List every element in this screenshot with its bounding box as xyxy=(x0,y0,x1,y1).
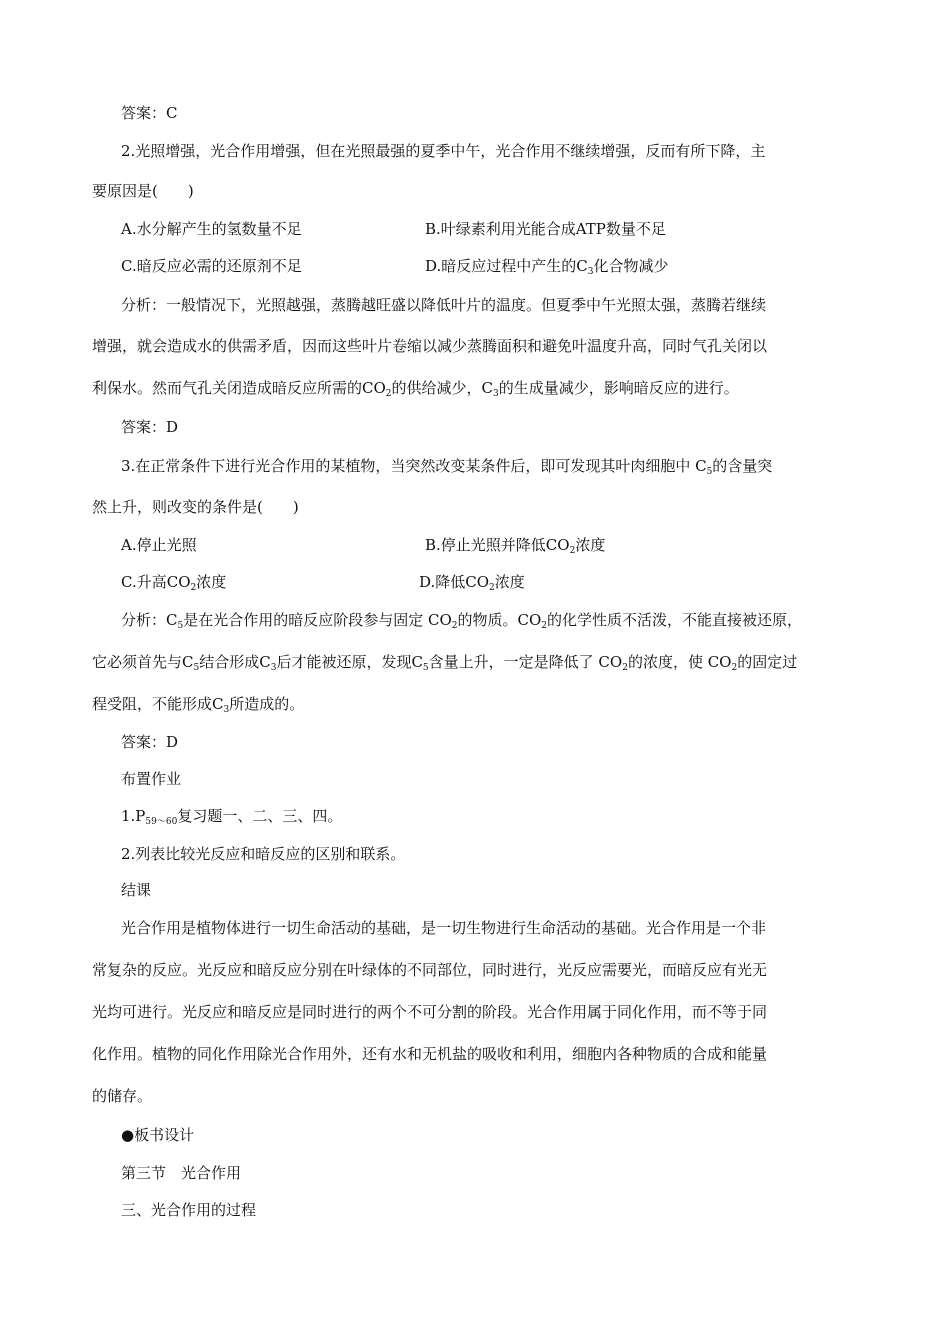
q2-option-d xyxy=(425,256,669,276)
subscript: 2 xyxy=(731,663,738,673)
board-section-title: 第三节 光合作用 xyxy=(121,1164,242,1182)
text-run: 的浓度，使 CO xyxy=(627,653,732,671)
text-run: 的生成量减少，影响暗反应的进行。 xyxy=(498,379,739,397)
subscript: 5 xyxy=(177,621,184,631)
q2-stem-line-1: 2.光照增强，光合作用增强，但在光照最强的夏季中午，光合作用不继续增强，反而有所下降，主 xyxy=(121,142,766,160)
homework-title: 布置作业 xyxy=(121,770,182,788)
q3-stem-line-2: 然上升，则改变的条件是( ) xyxy=(92,498,299,516)
subscript: 59～60 xyxy=(145,817,178,827)
subscript: 2 xyxy=(541,621,548,631)
text-run: 它必须首先与C xyxy=(92,653,194,671)
q3-option-b xyxy=(425,535,605,555)
text-run: 分析：C xyxy=(121,611,178,629)
subscript: 3 xyxy=(223,705,230,715)
text-run: 是在光合作用的暗反应阶段参与固定 CO xyxy=(183,611,452,629)
board-subsection-title: 三、光合作用的过程 xyxy=(121,1201,257,1219)
text-run: 利保水。然而气孔关闭造成暗反应所需的CO xyxy=(92,379,386,397)
text-run: 的供给减少，C xyxy=(391,379,493,397)
text-run: 浓度 xyxy=(575,536,606,554)
homework-item-1 xyxy=(121,806,342,826)
subscript: 5 xyxy=(193,663,200,673)
q2-analysis-line-1: 分析：一般情况下，光照越强，蒸腾越旺盛以降低叶片的温度。但夏季中午光照太强，蒸腾若继续 xyxy=(121,296,767,314)
text-run: 化合物减少 xyxy=(593,257,669,275)
text-run: 1.P xyxy=(121,807,146,825)
q3-analysis-line-1 xyxy=(121,610,802,630)
q3-option-c xyxy=(121,572,226,592)
text-run: 含量上升，一定是降低了 CO xyxy=(428,653,623,671)
q2-option-c: C.暗反应必需的还原剂不足 xyxy=(121,257,302,275)
q3-analysis-line-2 xyxy=(92,652,797,672)
q2-stem-line-2: 要原因是( ) xyxy=(92,182,194,200)
summary-line-2: 常复杂的反应。光反应和暗反应分别在叶绿体的不同部位，同时进行，光反应需要光，而暗反应有光无 xyxy=(92,961,768,979)
subscript: 5 xyxy=(706,467,713,477)
subscript: 3 xyxy=(493,389,499,399)
subscript: 2 xyxy=(622,663,628,673)
text-run: 的化学性质不活泼，不能直接被还原， xyxy=(547,611,803,629)
text-run: 后才能被还原，发现C xyxy=(276,653,423,671)
subscript: 3 xyxy=(587,267,594,277)
summary-line-5: 的储存。 xyxy=(92,1087,153,1105)
subscript: 3 xyxy=(270,663,277,673)
text-run: D.降低CO xyxy=(419,573,490,591)
text-run: B.停止光照并降低CO xyxy=(425,536,570,554)
subscript: 2 xyxy=(489,583,495,593)
text-run: 3.在正常条件下进行光合作用的某植物，当突然改变某条件后，即可发现其叶肉细胞中 C xyxy=(121,457,707,475)
text-run: 所造成的。 xyxy=(229,695,305,713)
text-run: 程受阻，不能形成C xyxy=(92,695,224,713)
q1-answer: 答案：C xyxy=(121,104,178,122)
text-run: C.升高CO xyxy=(121,573,191,591)
summary-line-3: 光均可进行。光反应和暗反应是同时进行的两个不可分割的阶段。光合作用属于同化作用，而不等于同 xyxy=(92,1003,768,1021)
text-run: 结合形成C xyxy=(199,653,271,671)
text-run: 的含量突 xyxy=(712,457,773,475)
text-run: 的物质。CO xyxy=(457,611,542,629)
subscript: 2 xyxy=(569,546,576,556)
q2-option-a: A.水分解产生的氢数量不足 xyxy=(121,220,302,238)
q3-option-a: A.停止光照 xyxy=(121,536,197,554)
subscript: 2 xyxy=(190,583,197,593)
q2-option-b: B.叶绿素利用光能合成ATP数量不足 xyxy=(425,220,666,238)
text-run: D.暗反应过程中产生的C xyxy=(425,257,588,275)
q3-analysis-line-3 xyxy=(92,694,304,714)
q2-answer: 答案：D xyxy=(121,418,179,436)
text-run: 的固定过 xyxy=(737,653,798,671)
summary-title: 结课 xyxy=(121,881,152,899)
board-design-title: ●板书设计 xyxy=(121,1126,195,1144)
summary-line-1: 光合作用是植物体进行一切生命活动的基础，是一切生物进行生命活动的基础。光合作用是一个非 xyxy=(121,919,767,937)
summary-line-4: 化作用。植物的同化作用除光合作用外，还有水和无机盐的吸收和利用，细胞内各种物质的合成和能量 xyxy=(92,1045,768,1063)
homework-item-2: 2.列表比较光反应和暗反应的区别和联系。 xyxy=(121,845,406,863)
q3-answer: 答案：D xyxy=(121,733,179,751)
text-run: 浓度 xyxy=(196,573,227,591)
q3-option-d xyxy=(419,572,525,592)
q2-analysis-line-3 xyxy=(92,378,739,398)
text-run: 浓度 xyxy=(494,573,525,591)
text-run: 复习题一、二、三、四。 xyxy=(177,807,343,825)
subscript: 2 xyxy=(385,389,392,399)
subscript: 2 xyxy=(451,621,458,631)
q2-analysis-line-2: 增强，就会造成水的供需矛盾，因而这些叶片卷缩以减少蒸腾面积和避免叶温度升高，同时气孔关闭以 xyxy=(92,337,768,355)
subscript: 5 xyxy=(422,663,429,673)
q3-stem-line-1 xyxy=(121,456,772,476)
